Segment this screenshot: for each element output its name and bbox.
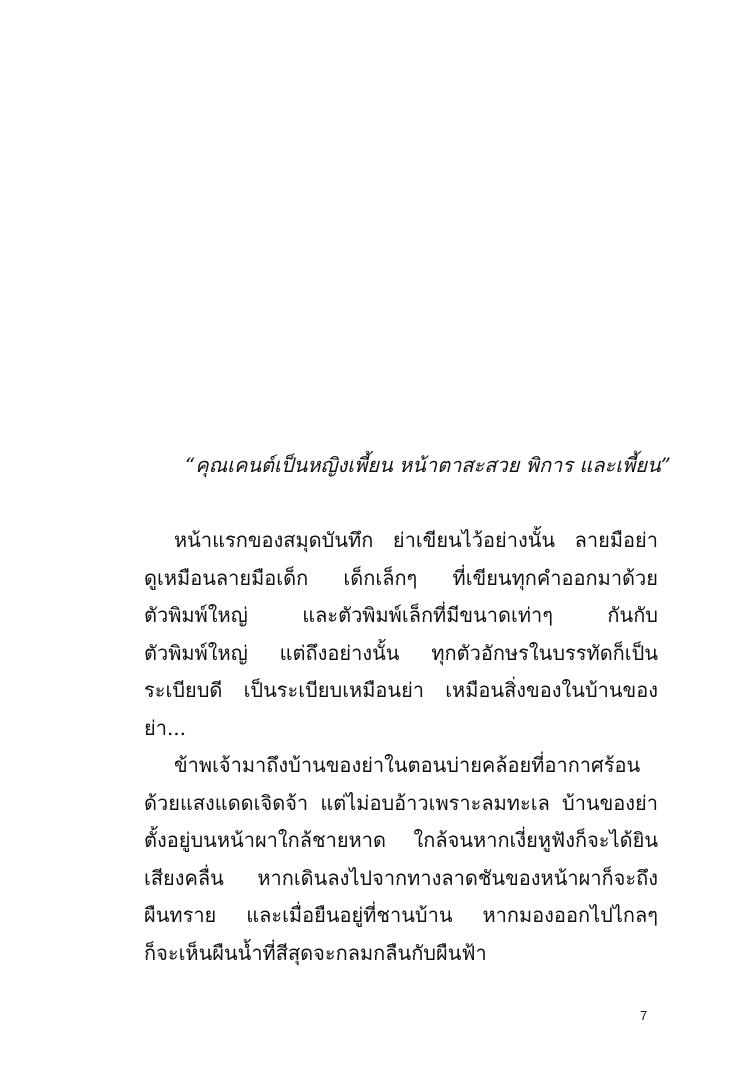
body-text [144, 522, 658, 972]
text-line: เสียงคลื่น หากเดินลงไปจากทางลาดชันของหน้าผาก็จะถึง [144, 865, 658, 890]
text-line: ย่า... [144, 715, 187, 740]
paragraph-1 [144, 522, 658, 747]
text-line: ตัวพิมพ์ใหญ่ และตัวพิมพ์เล็กที่มีขนาดเท่าๆ กันกับ [144, 603, 658, 627]
text-line: ดูเหมือนลายมือเด็ก เด็กเล็กๆ ที่เขียนทุกคำออกมาด้วย [144, 565, 658, 590]
text-line: ตัวพิมพ์ใหญ่ แต่ถึงอย่างนั้น ทุกตัวอักษรในบรรทัดก็เป็น [144, 640, 658, 665]
text-line: ข้าพเจ้ามาถึงบ้านของย่าในตอนบ่ายคล้อยที่อากาศร้อน [174, 753, 641, 777]
page-number: 7 [640, 1008, 648, 1023]
epigraph-quote: “คุณเคนต์เป็นหญิงเพี้ยน หน้าตาสะสวย พิการ และเพี้ยน” [185, 453, 671, 477]
paragraph-2 [144, 747, 658, 972]
text-line: ก็จะเห็นผืนน้ำที่สีสุดจะกลมกลืนกับผืนฟ้า [144, 940, 487, 965]
text-line: ผืนทราย และเมื่อยืนอยู่ที่ชานบ้าน หากมองออกไปไกลๆ [144, 903, 658, 927]
text-line: ตั้งอยู่บนหน้าผาใกล้ชายหาด ใกล้จนหากเงี่ยหูฟังก็จะได้ยิน [144, 828, 658, 852]
text-line: ด้วยแสงแดดเจิดจ้า แต่ไม่อบอ้าวเพราะลมทะเล บ้านของย่า [144, 790, 658, 815]
text-line: หน้าแรกของสมุดบันทึก ย่าเขียนไว้อย่างนั้น ลายมือย่า [174, 528, 658, 552]
text-line: ระเบียบดี เป็นระเบียบเหมือนย่า เหมือนสิ่งของในบ้านของ [144, 678, 658, 702]
